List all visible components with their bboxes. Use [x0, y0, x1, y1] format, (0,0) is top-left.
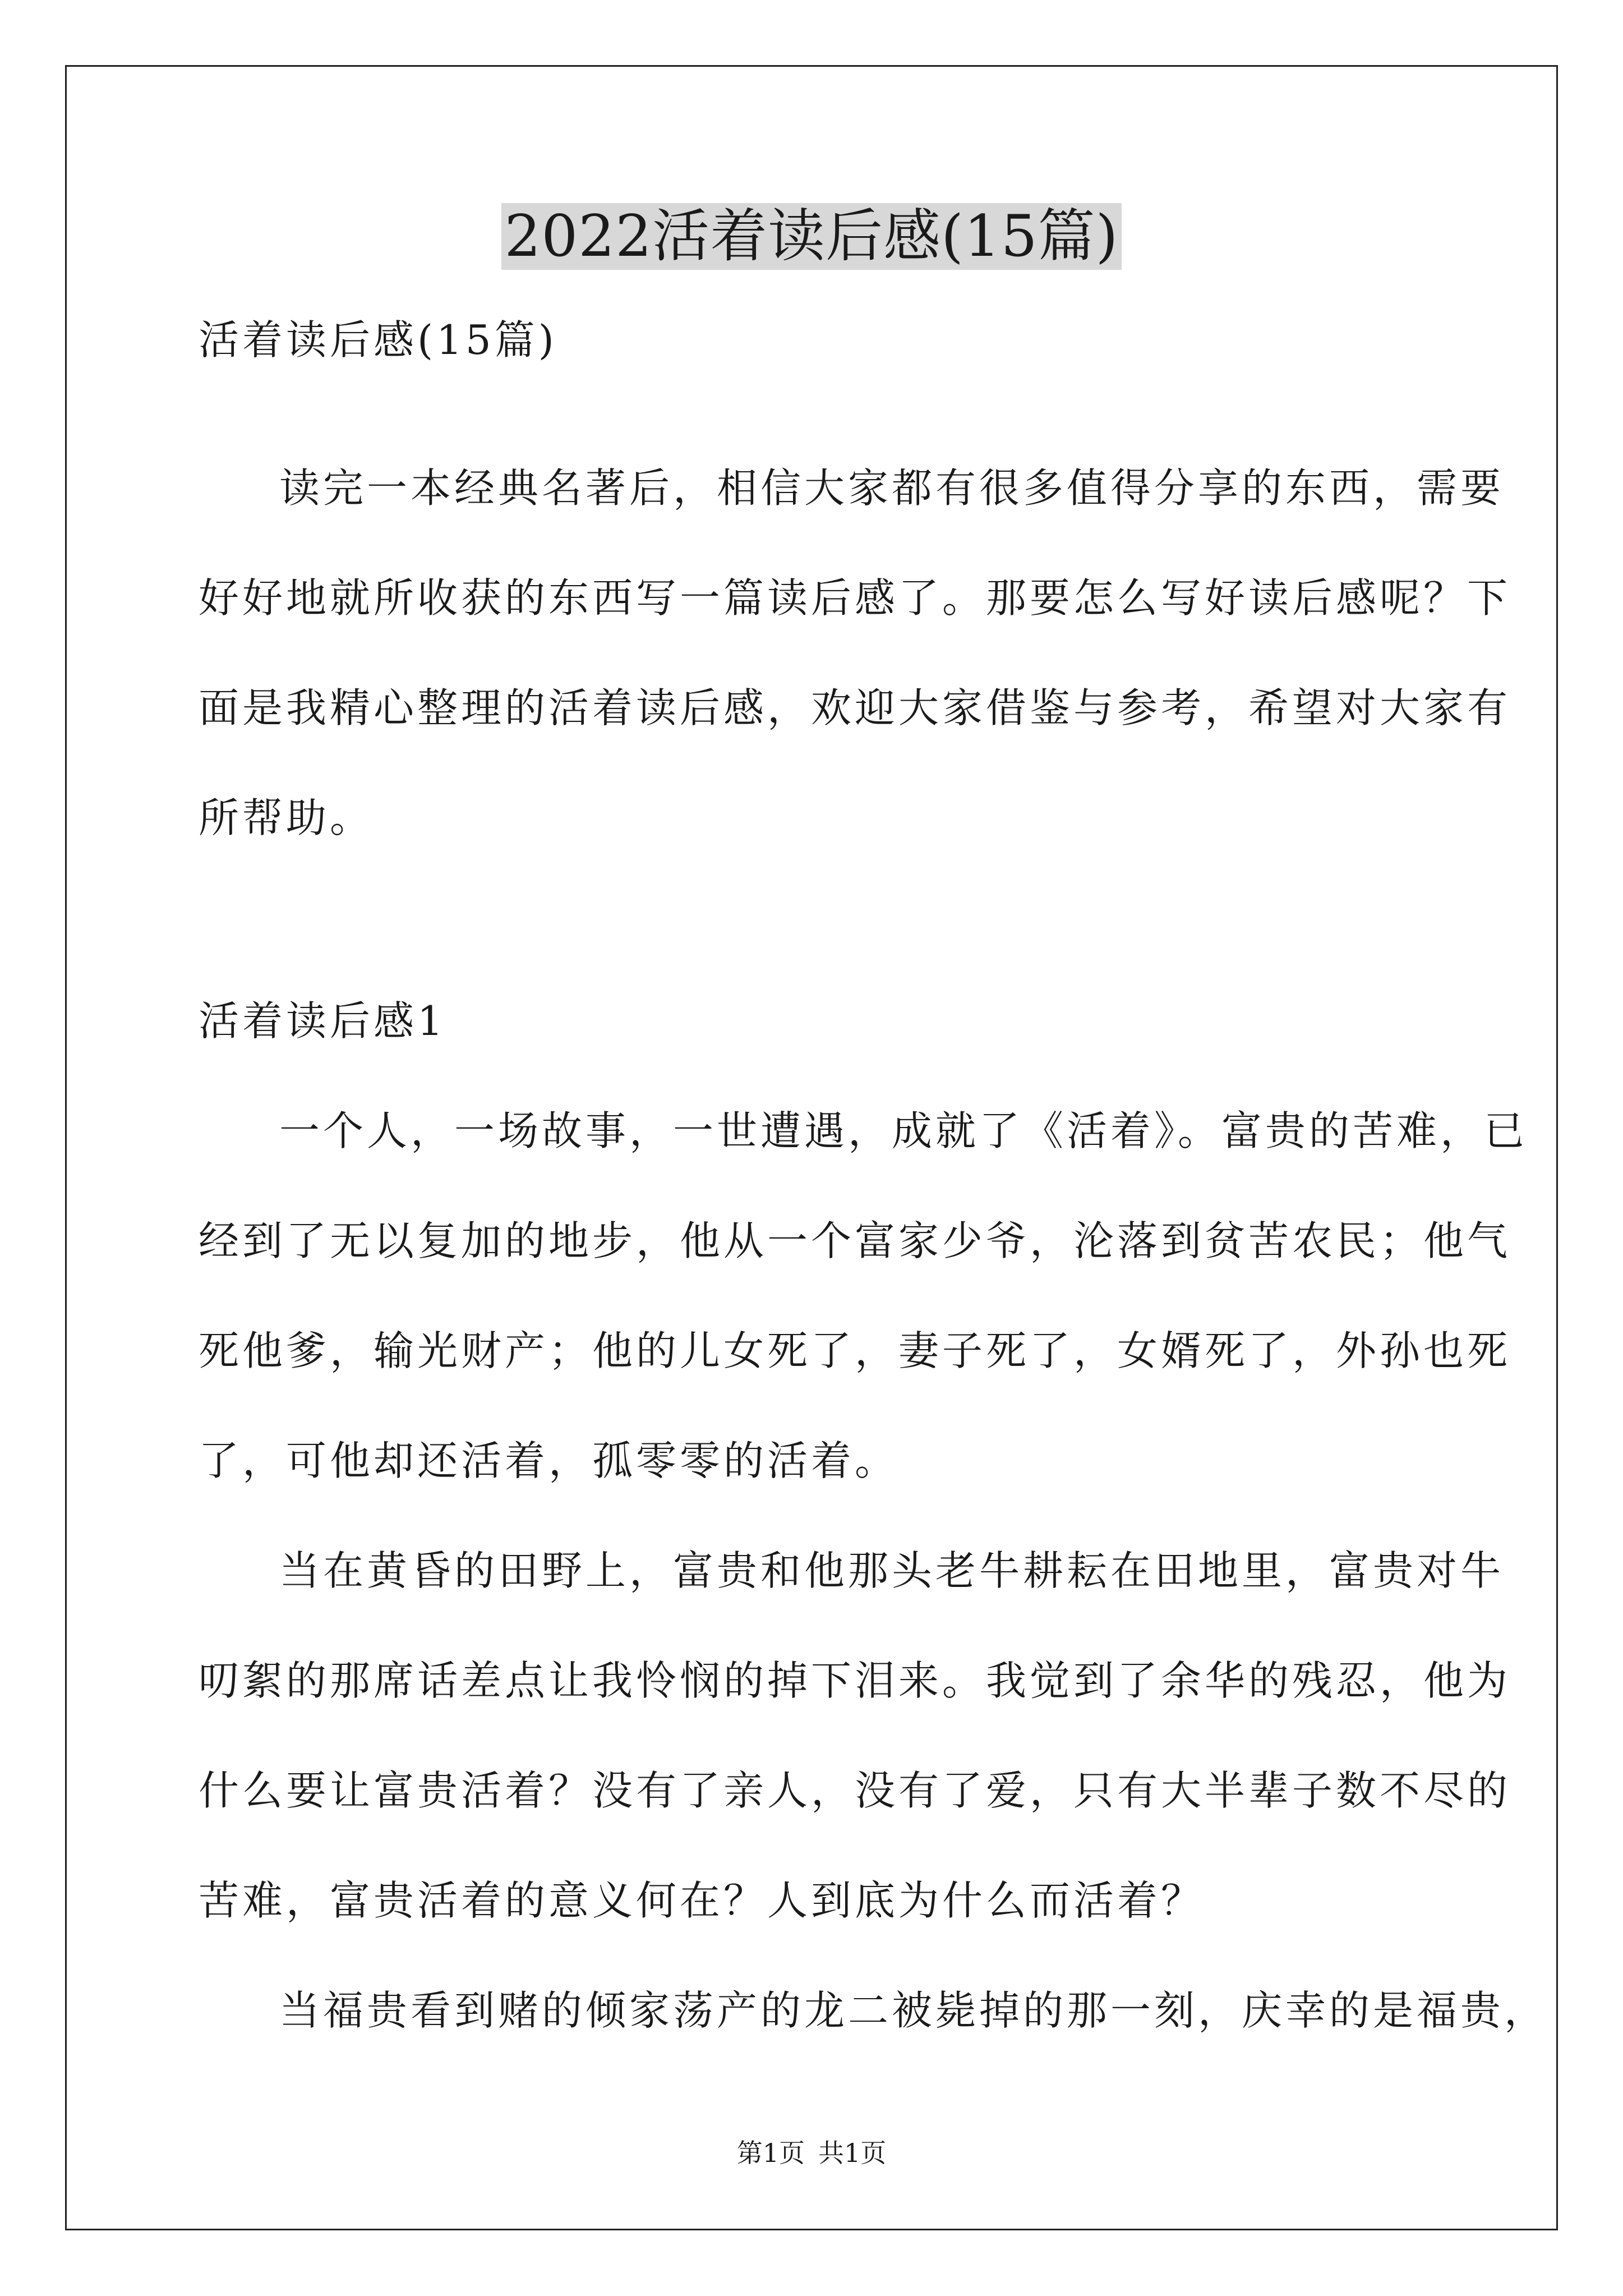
- page-total: 共1页: [818, 2138, 887, 2168]
- paragraph-line: 了，可他却还活着，孤零零的活着。: [199, 1437, 899, 1484]
- subtitle: 活着读后感(15篇): [199, 316, 557, 364]
- paragraph-line: 死他爹，输光财产；他的儿女死了，妻子死了，女婿死了，外孙也死: [199, 1327, 1511, 1374]
- paragraph-line: 什么要让富贵活着？没有了亲人，没有了爱，只有大半辈子数不尽的: [199, 1767, 1511, 1814]
- intro-line: 读完一本经典名著后，相信大家都有很多值得分享的东西，需要: [279, 464, 1505, 512]
- paragraph-line: 当在黄昏的田野上，富贵和他那头老牛耕耘在田地里，富贵对牛: [279, 1547, 1505, 1594]
- page-number: 第1页: [736, 2138, 805, 2168]
- title-text: 2022活着读后感(15篇): [501, 203, 1122, 270]
- document-title: [0, 197, 1623, 276]
- intro-line: 面是我精心整理的活着读后感，欢迎大家借鉴与参考，希望对大家有: [199, 684, 1511, 731]
- page-footer: [0, 2136, 1623, 2170]
- intro-line: 所帮助。: [199, 794, 374, 841]
- paragraph-line: 一个人，一场故事，一世遭遇，成就了《活着》。富贵的苦难，已: [279, 1107, 1528, 1154]
- paragraph-line: 经到了无以复加的地步，他从一个富家少爷，沦落到贫苦农民；他气: [199, 1217, 1511, 1264]
- paragraph-line: 当福贵看到赌的倾家荡产的龙二被毙掉的那一刻，庆幸的是福贵，: [279, 1987, 1548, 2034]
- paragraph-line: 叨絮的那席话差点让我怜悯的掉下泪来。我觉到了余华的残忍，他为: [199, 1657, 1511, 1704]
- intro-line: 好好地就所收获的东西写一篇读后感了。那要怎么写好读后感呢？下: [199, 574, 1511, 622]
- paragraph-line: 苦难，富贵活着的意义何在？人到底为什么而活着？: [199, 1877, 1205, 1924]
- section-heading: 活着读后感1: [199, 997, 446, 1045]
